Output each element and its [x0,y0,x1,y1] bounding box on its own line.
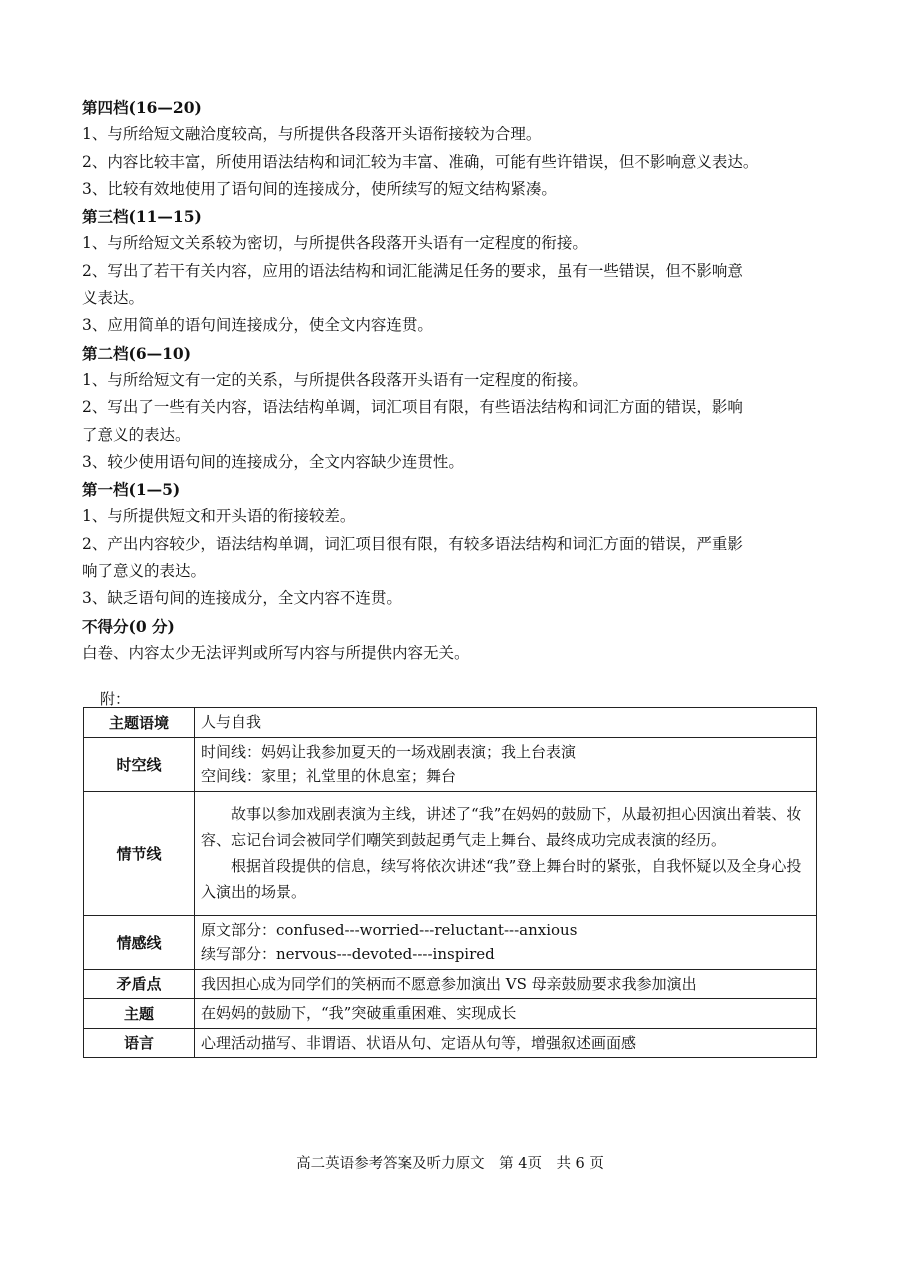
row-key: 时空线 [84,737,195,791]
level3-title: 第三档(11—15) [82,207,202,227]
level4-item: 3、比较有效地使用了语句间的连接成分，使所续写的短文结构紧凑。 [82,179,557,198]
level4-item: 1、与所给短文融洽度较高，与所提供各段落开头语衔接较为合理。 [82,125,542,144]
level2-item: 1、与所给短文有一定的关系，与所提供各段落开头语有一定程度的衔接。 [82,370,588,389]
level1-item: 响了意义的表达。 [82,562,207,581]
scoring-rubric [82,94,822,667]
row-value [195,791,817,915]
emotion-continuation: 续写部分：nervous---devoted----inspired [201,945,495,963]
level3-item: 义表达。 [82,289,145,308]
table-row [84,1028,817,1058]
level0-item: 白卷、内容太少无法评判或所写内容与所提供内容无关。 [82,643,470,662]
level4-title: 第四档(16—20) [82,98,202,117]
emotion-original: 原文部分：confused---worried---reluctant---anxious [201,920,578,939]
row-value: 我因担心成为同学们的笑柄而不愿意参加演出 VS 母亲鼓励要求我参加演出 [195,969,817,999]
row-key: 主题 [84,999,195,1029]
row-value: 心理活动描写、非谓语、状语从句、定语从句等，增强叙述画面感 [195,1028,817,1058]
page-footer: 高二英语参考答案及听力原文 第 4页 共 6 页 [296,1156,604,1172]
level2-item: 3、较少使用语句间的连接成分，全文内容缺少连贯性。 [82,452,464,471]
appendix-label: 附： [100,690,131,708]
appendix-table [83,707,817,1058]
row-key: 语言 [84,1028,195,1058]
table-row [84,999,817,1029]
level1-item: 2、产出内容较少，语法结构单调，词汇项目很有限，有较多语法结构和词汇方面的错误，严重影 [82,534,743,553]
level1-item: 3、缺乏语句间的连接成分，全文内容不连贯。 [82,589,402,608]
plot-paragraph: 故事以参加戏剧表演为主线，讲述了“我”在妈妈的鼓励下，从最初担心因演出着装、妆容、忘记台词会被同学们嘲笑到鼓起勇气走上舞台、最终成功完成表演的经历。 [201,805,802,849]
level1-title: 第一档(1—5) [82,480,181,500]
table-row [84,969,817,999]
table-row [84,791,817,915]
level4-item: 2、内容比较丰富，所使用语法结构和词汇较为丰富、准确，可能有些许错误，但不影响意义表达。 [82,152,759,171]
row-key: 矛盾点 [84,969,195,999]
table-row [84,915,817,969]
table-row [84,737,817,791]
row-key: 情感线 [84,915,195,969]
row-value [195,737,817,791]
level1-item: 1、与所提供短文和开头语的衔接较差。 [82,507,356,526]
row-key: 情节线 [84,791,195,915]
time-line: 时间线：妈妈让我参加夏天的一场戏剧表演；我上台表演 [201,742,577,761]
level3-item: 3、应用简单的语句间连接成分，使全文内容连贯。 [82,316,433,335]
row-value: 人与自我 [195,708,817,738]
level2-title: 第二档(6—10) [82,343,192,363]
level3-item: 1、与所给短文关系较为密切，与所提供各段落开头语有一定程度的衔接。 [82,234,588,253]
space-line: 空间线：家里；礼堂里的休息室；舞台 [201,767,457,785]
plot-paragraph: 根据首段提供的信息，续写将依次讲述“我”登上舞台时的紧张，自我怀疑以及全身心投入演出的场景。 [201,857,802,901]
row-key: 主题语境 [84,708,195,738]
level3-item: 2、写出了若干有关内容，应用的语法结构和词汇能满足任务的要求，虽有一些错误，但不影响意 [82,261,743,280]
level0-title: 不得分(0 分) [82,616,175,636]
row-value: 在妈妈的鼓励下，“我”突破重重困难、实现成长 [195,999,817,1029]
level2-item: 2、写出了一些有关内容，语法结构单调，词汇项目有限，有些语法结构和词汇方面的错误，影响 [82,398,743,417]
table-row [84,708,817,738]
row-value [195,915,817,969]
level2-item: 了意义的表达。 [82,425,191,444]
